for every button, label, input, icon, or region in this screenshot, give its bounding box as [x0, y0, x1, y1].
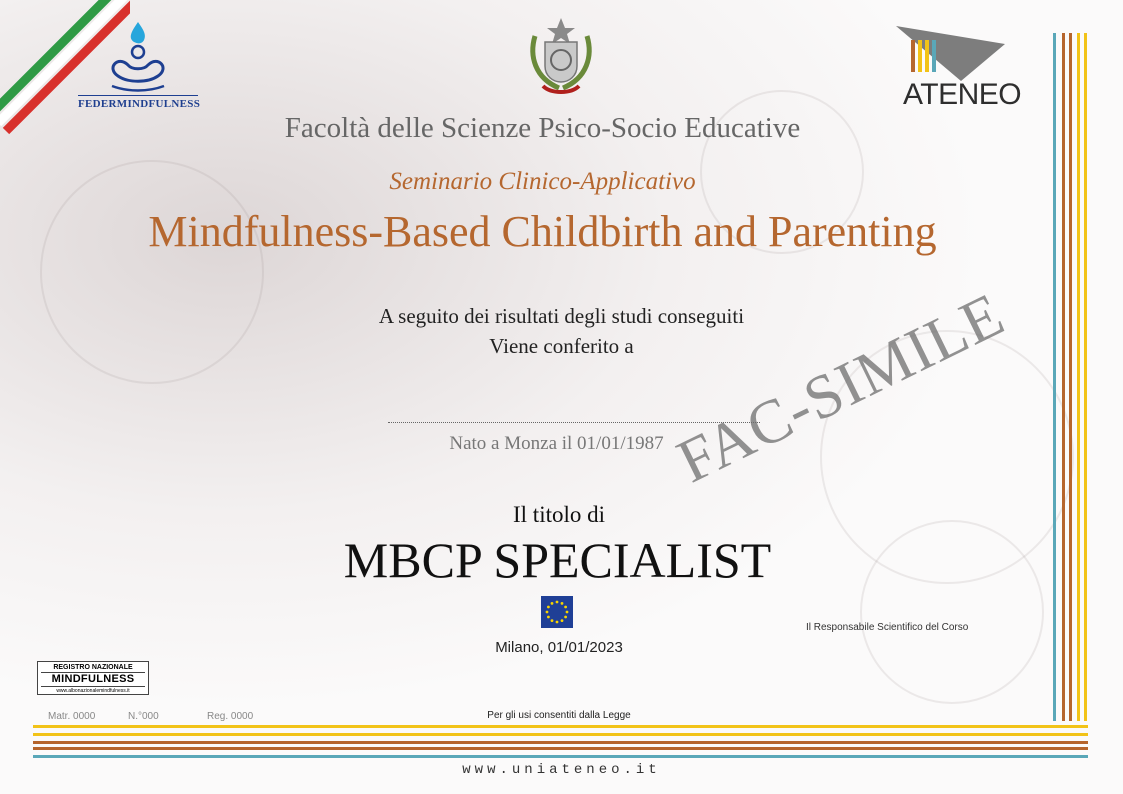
- ateneo-logo-text: ATENEO: [903, 78, 1022, 111]
- stripe-gold: [1084, 33, 1087, 721]
- qualification-title: MBCP SPECIALIST: [343, 532, 772, 588]
- registro-nazionale-badge: [37, 661, 149, 695]
- registro-main-text: MINDFULNESS: [41, 672, 145, 687]
- seminar-subtitle: Seminario Clinico-Applicativo: [389, 168, 696, 195]
- fac-simile-watermark: FAC-SIMILE: [667, 280, 1015, 497]
- registro-url: www.albonazionalemindfulness.it: [56, 688, 130, 694]
- place-and-date: Milano, 01/01/2023: [495, 639, 623, 656]
- stripe-gold: [33, 725, 1088, 728]
- scientific-responsible-label: Il Responsabile Scientifico del Corso: [806, 622, 969, 633]
- course-title: Mindfulness-Based Childbirth and Parenting: [148, 207, 937, 256]
- stripe-gold: [1077, 33, 1080, 721]
- website-url: www.uniateneo.it: [462, 762, 661, 778]
- number-field: N.°000: [128, 711, 159, 722]
- eu-flag-icon: [541, 596, 573, 628]
- birth-info: Nato a Monza il 01/01/1987: [449, 433, 664, 454]
- stripe-brown: [33, 741, 1088, 744]
- federmindfulness-logo-text: FEDERMINDFULNESS: [78, 98, 201, 110]
- results-statement: A seguito dei risultati degli studi conseguiti: [378, 304, 745, 328]
- faculty-title: Facoltà delle Scienze Psico-Socio Educative: [284, 112, 801, 144]
- ateneo-logo: [893, 26, 1023, 116]
- stripe-gold: [33, 733, 1088, 736]
- stripe-brown: [1069, 33, 1072, 721]
- title-label: Il titolo di: [513, 502, 605, 527]
- meditation-figure-icon: [78, 20, 198, 98]
- republic-emblem-icon: [525, 16, 597, 98]
- stripe-teal: [1053, 33, 1056, 721]
- stripe-teal: [33, 755, 1088, 758]
- registro-top-text: REGISTRO NAZIONALE: [53, 664, 133, 671]
- ateneo-mark-icon: [893, 26, 1023, 81]
- legal-notice: Per gli usi consentiti dalla Legge: [487, 710, 631, 721]
- stripe-brown: [1062, 33, 1065, 721]
- matricola-field: Matr. 0000: [48, 711, 96, 722]
- register-field: Reg. 0000: [207, 711, 254, 722]
- stripe-brown: [33, 747, 1088, 750]
- conferred-statement: Viene conferito a: [489, 334, 634, 358]
- federmindfulness-logo: [78, 20, 201, 115]
